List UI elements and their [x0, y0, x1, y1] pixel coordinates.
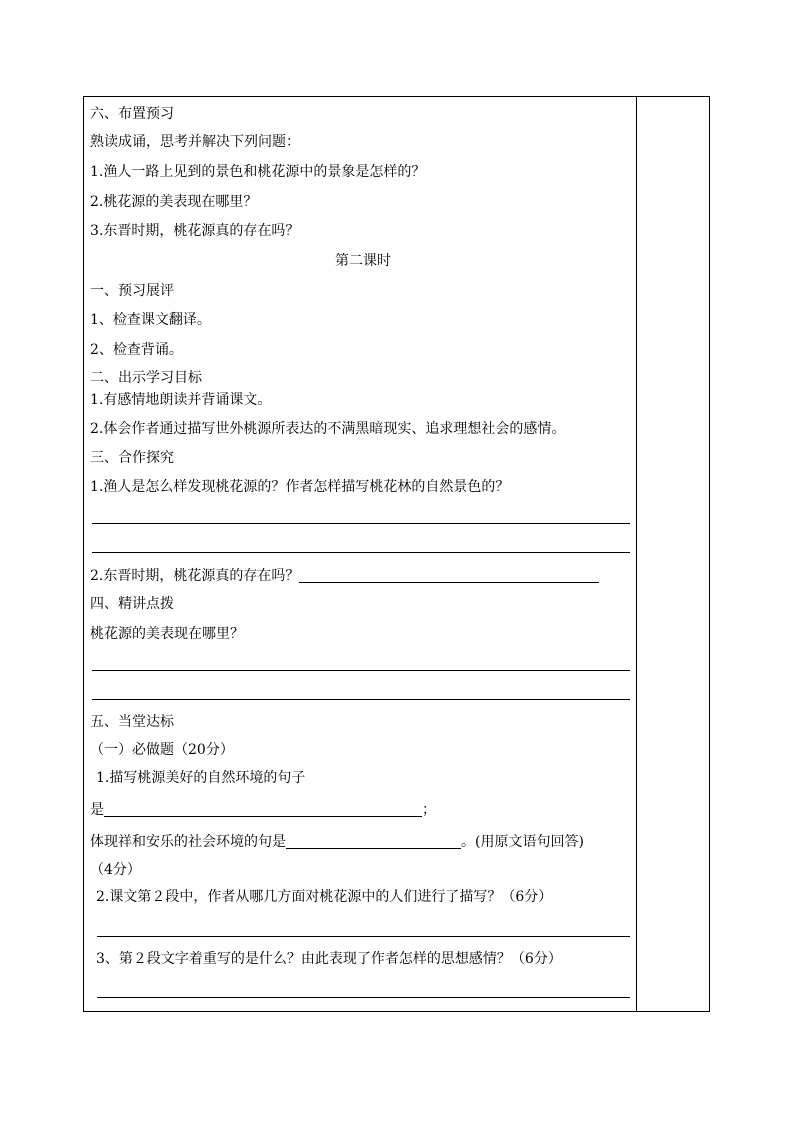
preview-intro: 熟读成诵，思考并解决下列问题： [90, 134, 300, 150]
answer-blank[interactable] [286, 834, 461, 849]
explore-question-1: 1.渔人是怎么样发现桃花源的？作者怎样描写桃花林的自然景色的？ [90, 479, 510, 495]
answer-line[interactable] [97, 997, 630, 998]
practice-q1-semicolon: ； [422, 802, 436, 818]
preview-question-2: 2.桃花源的美表现在哪里？ [90, 194, 258, 210]
goals-item-1: 1.有感情地朗读并背诵课文。 [90, 392, 272, 408]
practice-subheading: （一）必做题（20分） [90, 742, 234, 758]
answer-line[interactable] [92, 699, 630, 700]
guide-heading: 四、精讲点拨 [90, 596, 174, 612]
guide-question: 桃花源的美表现在哪里？ [90, 626, 244, 642]
practice-question-1-line-c [90, 833, 584, 851]
practice-q1-score: （4分） [90, 862, 141, 878]
practice-q1-prefix: 是 [90, 802, 104, 818]
practice-heading: 五、当堂达标 [90, 714, 174, 730]
explore-question-2 [90, 567, 599, 585]
practice-question-1: 1.描写桃源美好的自然环境的句子 [96, 770, 306, 786]
review-item-2: 2、检查背诵。 [90, 342, 183, 358]
preview-question-1: 1.渔人一路上见到的景色和桃花源中的景象是怎样的？ [90, 164, 426, 180]
goals-item-2: 2.体会作者通过描写世外桃源所表达的不满黑暗现实、追求理想社会的感情。 [90, 421, 566, 437]
practice-question-2: 2.课文第２段中，作者从哪几方面对桃花源中的人们进行了描写？（6分） [96, 889, 553, 905]
practice-q1-c-text: 体现祥和安乐的社会环境的句是 [90, 834, 286, 850]
explore-heading: 三、合作探究 [90, 450, 174, 466]
preview-heading: 六、布置预习 [90, 106, 174, 122]
practice-q1-c-end: 。(用原文语句回答) [461, 834, 584, 850]
review-heading: 一、预习展评 [90, 283, 174, 299]
preview-question-3: 3.东晋时期，桃花源真的存在吗？ [90, 223, 300, 239]
answer-line[interactable] [92, 670, 630, 671]
answer-line[interactable] [97, 936, 630, 937]
notes-column-divider [636, 96, 637, 1012]
answer-blank[interactable] [299, 568, 599, 583]
lesson-2-title: 第二课时 [335, 253, 391, 269]
answer-blank[interactable] [104, 802, 422, 817]
answer-line[interactable] [92, 552, 630, 553]
explore-question-2-text: 2.东晋时期，桃花源真的存在吗？ [90, 568, 300, 584]
review-item-1: 1、检查课文翻译。 [90, 312, 211, 328]
practice-question-1-line-b [90, 801, 436, 819]
goals-heading: 二、出示学习目标 [90, 370, 202, 386]
practice-question-3: 3、第２段文字着重写的是什么？由此表现了作者怎样的思想感情？（6分） [96, 951, 562, 967]
answer-line[interactable] [92, 523, 630, 524]
